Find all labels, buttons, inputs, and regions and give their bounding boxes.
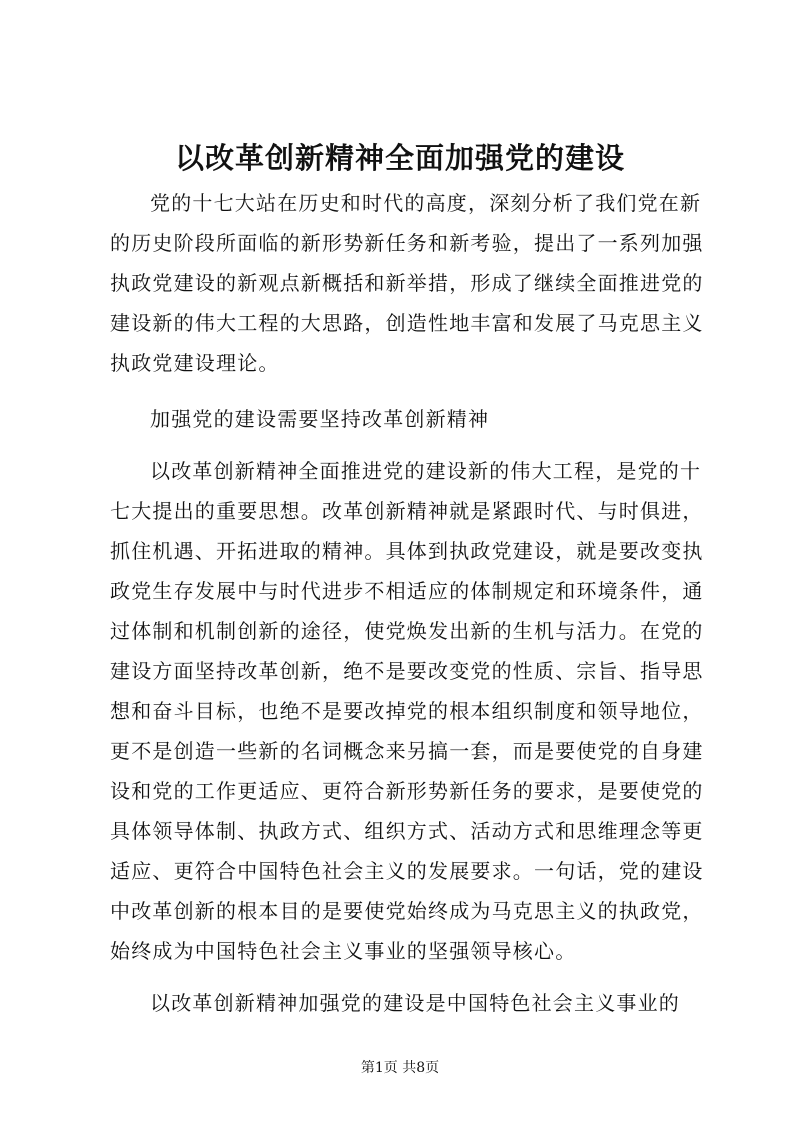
paragraph-line: 想和奋斗目标，也绝不是要改掉党的根本组织制度和领导地位， — [110, 699, 704, 723]
page-footer: 第1页 共8页 — [360, 1060, 440, 1076]
paragraph-line: 的历史阶段所面临的新形势新任务和新考验，提出了一系列加强 — [110, 231, 704, 255]
paragraph-line: 抓住机遇、开拓进取的精神。具体到执政党建设，就是要改变执 — [110, 539, 704, 563]
paragraph-line: 执政党建设的新观点新概括和新举措，形成了继续全面推进党的 — [110, 271, 704, 295]
paragraph-line: 始终成为中国特色社会主义事业的坚强领导核心。 — [110, 939, 577, 963]
paragraph-line: 执政党建设理论。 — [110, 351, 280, 375]
paragraph-line: 过体制和机制创新的途径，使党焕发出新的生机与活力。在党的 — [110, 619, 704, 643]
paragraph-line: 以改革创新精神全面推进党的建设新的伟大工程，是党的十 — [150, 459, 702, 483]
paragraph-line: 建设方面坚持改革创新，绝不是要改变党的性质、宗旨、指导思 — [110, 659, 704, 683]
section-heading-text: 加强党的建设需要坚持改革创新精神 — [150, 407, 490, 431]
document-body — [110, 183, 710, 1023]
paragraph-line: 更不是创造一些新的名词概念来另搞一套，而是要使党的自身建 — [110, 739, 704, 763]
paragraph-main — [110, 451, 710, 971]
paragraph-line: 适应、更符合中国特色社会主义的发展要求。一句话，党的建设 — [110, 859, 704, 883]
paragraph-continuation — [110, 983, 710, 1023]
paragraph-line: 七大提出的重要思想。改革创新精神就是紧跟时代、与时俱进， — [110, 499, 704, 523]
paragraph-intro — [110, 183, 710, 383]
paragraph-line: 设和党的工作更适应、更符合新形势新任务的要求，是要使党的 — [110, 779, 704, 803]
document-title: 以改革创新精神全面加强党的建设 — [174, 141, 625, 175]
paragraph-line: 党的十七大站在历史和时代的高度，深刻分析了我们党在新 — [150, 191, 702, 215]
paragraph-line: 以改革创新精神加强党的建设是中国特色社会主义事业的 — [150, 991, 680, 1015]
paragraph-line: 具体领导体制、执政方式、组织方式、活动方式和思维理念等更 — [110, 819, 704, 843]
paragraph-line: 政党生存发展中与时代进步不相适应的体制规定和环境条件，通 — [110, 579, 704, 603]
paragraph-line: 中改革创新的根本目的是要使党始终成为马克思主义的执政党， — [110, 899, 704, 923]
paragraph-line: 建设新的伟大工程的大思路，创造性地丰富和发展了马克思主义 — [110, 311, 704, 335]
section-heading — [110, 399, 710, 439]
